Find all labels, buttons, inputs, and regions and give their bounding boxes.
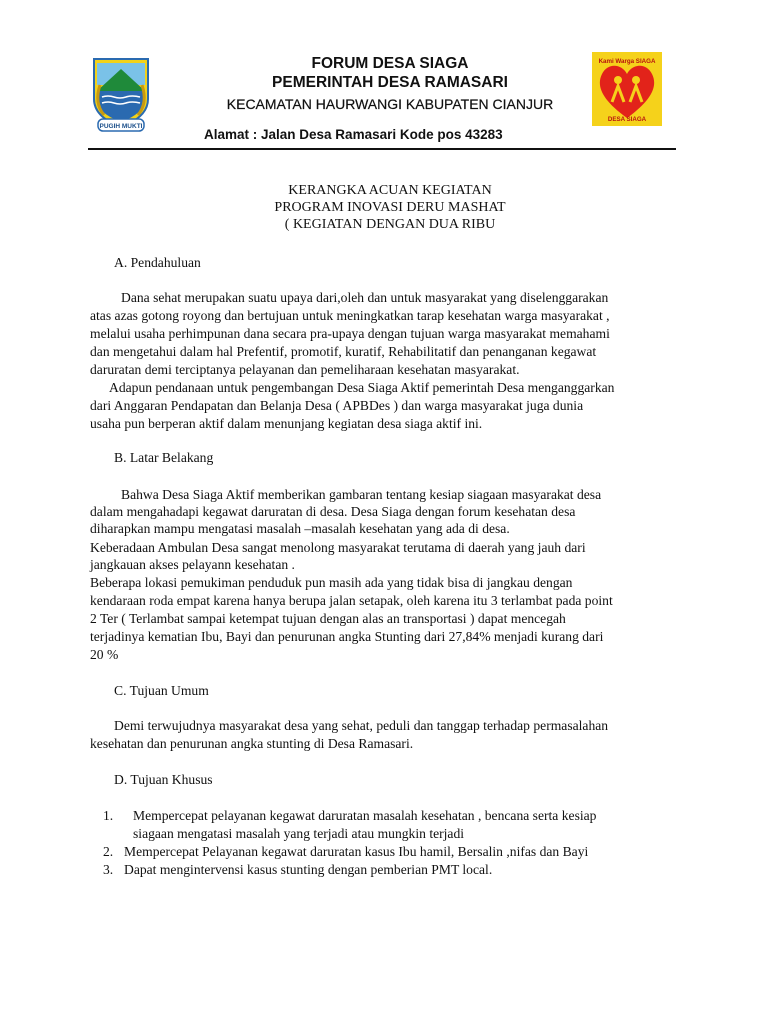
list-item-text: Dapat mengintervensi kasus stunting dengan pemberian PMT local. — [124, 862, 493, 877]
header-district-title: KECAMATAN HAURWANGI KABUPATEN CIANJUR — [226, 96, 554, 112]
header-government-title: PEMERINTAH DESA RAMASARI — [272, 74, 508, 91]
paragraph-line: Beberapa lokasi pemukiman penduduk pun masih ada yang tidak bisa di jangkau dengan — [90, 575, 573, 590]
document-title-line1: KERANGKA ACUAN KEGIATAN — [288, 183, 492, 198]
paragraph-line: dalam mengahadapi kegawat daruratan di desa. Desa Siaga dengan forum kesehatan desa — [90, 504, 576, 519]
list-item-number: 2. — [103, 844, 114, 859]
paragraph-line: dan mengetahui dalam hal Prefentif, promotif, kuratif, Rehabilitatif dan penanganan kegawat — [90, 344, 597, 359]
list-item-text: Mempercepat Pelayanan kegawat daruratan kasus Ibu hamil, Bersalin ,nifas dan Bayi — [124, 844, 589, 859]
list-item-text: siagaan mengatasi masalah yang terjadi atau mungkin terjadi — [133, 826, 465, 841]
paragraph-line: diharapkan mampu mengatasi masalah –masalah kesehatan yang ada di desa. — [90, 521, 510, 536]
header-divider — [88, 148, 676, 150]
paragraph-line: dari Anggaran Pendapatan dan Belanja Desa ( APBDes ) dan warga masyarakat juga dunia — [90, 398, 584, 413]
paragraph-line: Keberadaan Ambulan Desa sangat menolong masyarakat terutama di daerah yang jauh dari — [90, 540, 586, 555]
paragraph-line: kendaraan roda empat karena hanya berupa jalan setapak, oleh karena itu 3 terlambat pada point — [90, 593, 613, 608]
cianjur-emblem-logo — [88, 55, 154, 135]
list-item-number: 1. — [103, 808, 114, 823]
logo-bottom-text: DESA SIAGA — [607, 116, 647, 123]
paragraph-line: atas azas gotong royong dan bertujuan untuk meningkatkan tarap kesehatan warga masyarakat , — [90, 308, 610, 323]
paragraph-line: Demi terwujudnya masyarakat desa yang sehat, peduli dan tanggap terhadap permasalahan — [114, 718, 609, 733]
paragraph-line: daruratan demi terciptanya pelayanan dan pemeliharaan kesehatan masyarakat. — [90, 362, 520, 377]
paragraph-line: Dana sehat merupakan suatu upaya dari,oleh dan untuk masyarakat yang diselenggarakan — [121, 290, 609, 305]
list-item-number: 3. — [103, 862, 114, 877]
paragraph-line: 2 Ter ( Terlambat sampai ketempat tujuan dengan alas an transportasi ) dapat mencegah — [90, 611, 566, 626]
section-heading-pendahuluan: A. Pendahuluan — [114, 255, 201, 270]
section-heading-tujuan-khusus: D. Tujuan Khusus — [114, 772, 213, 787]
emblem-motto: PUGIH MUKTI — [99, 123, 143, 130]
paragraph-line: Bahwa Desa Siaga Aktif memberikan gambaran tentang kesiap siagaan masyarakat desa — [121, 487, 602, 502]
paragraph-line: jangkauan akses pelayann kesehatan . — [90, 557, 295, 572]
header-address: Alamat : Jalan Desa Ramasari Kode pos 43283 — [204, 127, 503, 142]
paragraph-line: 20 % — [90, 647, 119, 662]
paragraph-line: melalui usaha perhimpunan dana secara pra-upaya dengan tujuan warga masyarakat memahami — [90, 326, 610, 341]
document-title-line3: ( KEGIATAN DENGAN DUA RIBU — [284, 217, 496, 232]
paragraph-line: terjadinya kematian Ibu, Bayi dan penurunan angka Stunting dari 27,84% menjadi kurang dari — [90, 629, 604, 644]
document-title-line2: PROGRAM INOVASI DERU MASHAT — [274, 200, 506, 215]
paragraph-line: kesehatan dan penurunan angka stunting di Desa Ramasari. — [90, 736, 414, 751]
section-heading-tujuan-umum: C. Tujuan Umum — [114, 683, 209, 698]
list-item-text: Mempercepat pelayanan kegawat daruratan masalah kesehatan , bencana serta kesiap — [133, 808, 597, 823]
paragraph-line: Adapun pendanaan untuk pengembangan Desa Siaga Aktif pemerintah Desa menganggarkan — [109, 380, 615, 395]
header-forum-title: FORUM DESA SIAGA — [311, 55, 469, 72]
section-heading-latar-belakang: B. Latar Belakang — [114, 450, 214, 465]
paragraph-line: usaha pun berperan aktif dalam menunjang kegiatan desa siaga aktif ini. — [90, 416, 483, 431]
logo-top-text: Kami Warga SIAGA — [598, 58, 656, 65]
